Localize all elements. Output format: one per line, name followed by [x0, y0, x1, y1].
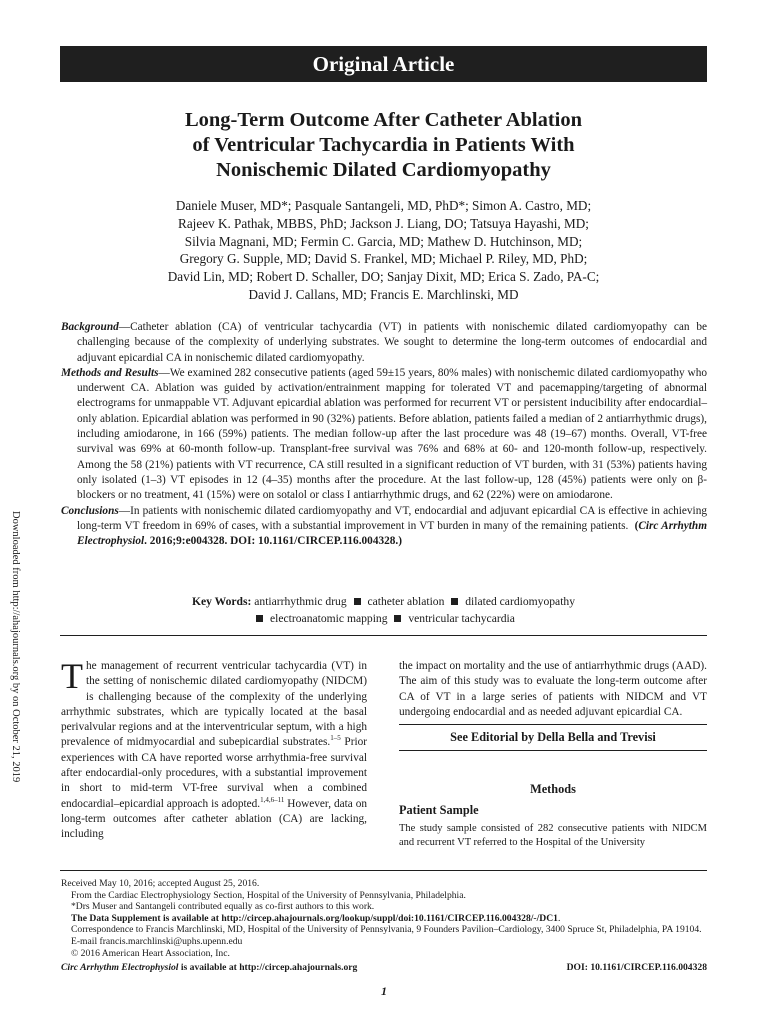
conclusions-text: —In patients with nonischemic dilated cardiomyopathy and VT, endocardial and adjuvant epicardial CA is effective in achieving long-term VT freedom in 69% of cases, with a substantial improvement in VT burden in many of the remaining patients. [77, 504, 707, 532]
received-date: Received May 10, 2016; accepted August 25, 2016. [61, 878, 260, 889]
author-line: Daniele Muser, MD*; Pasquale Santangeli, MD, PhD*; Simon A. Castro, MD; [175, 198, 592, 213]
patient-sample-heading: Patient Sample [399, 803, 479, 818]
correspondence: Correspondence to Francis Marchlinski, MD, Hospital of the University of Pennsylvania, 9 Founders Pavilion–Cardiology, 3400 Spruce St, Philadelphia, PA 19104. E-mail francis.marchlinski@uphs.upenn.edu [71, 924, 702, 947]
journal-availability [61, 962, 357, 974]
footnote-divider [60, 870, 707, 871]
article-type-banner [60, 46, 707, 82]
data-supplement-end: . [557, 912, 561, 924]
key-words [60, 593, 707, 627]
author-list [60, 197, 707, 304]
methods-heading: Methods [530, 782, 576, 797]
keyword: ventricular tachycardia [408, 612, 515, 625]
journal-name: Circ Arrhythm Electrophysiol [61, 962, 179, 973]
square-bullet-icon [394, 615, 401, 622]
key-words-row-1 [60, 593, 707, 610]
intro-continued: the impact on mortality and the use of antiarrhythmic drugs (AAD). The aim of this study was to evaluate the long-term outcome after CA of VT in a large series of patients with NIDCM and VT undergoing endocardial and as needed adjuvant epicardial CA. [399, 660, 707, 718]
citation-rest: . 2016;9:e004328. DOI: 10.1161/CIRCEP.116.004328.) [144, 535, 402, 548]
background-text: —Catheter ablation (CA) of ventricular tachycardia (VT) in patients with nonischemic dilated cardiomyopathy can be challenging because of the complexity of underlying substrates. We sought to determine the long-term outcomes of endocardial and adjuvant epicardial CA in nonischemic dilated cardiomyopathy. [77, 321, 707, 364]
square-bullet-icon [354, 598, 361, 605]
article-title [60, 108, 707, 183]
citation-open: ( [634, 519, 639, 532]
intro-text-c: However, data on long-term outcomes after catheter ablation (CA) are lacking, including [61, 797, 367, 841]
copyright: © 2016 American Heart Association, Inc. [71, 947, 230, 959]
author-line: Silvia Magnani, MD; Fermin C. Garcia, MD; Mathew D. Hutchinson, MD; [184, 233, 583, 249]
drop-cap: T [61, 656, 83, 696]
article-type-label: Original Article [312, 52, 455, 76]
conclusions-label: Conclusions [61, 504, 119, 517]
methods-label: Methods and Results [61, 366, 159, 379]
square-bullet-icon [451, 598, 458, 605]
reference-sup: 1,4,6–11 [260, 795, 285, 804]
body-column-right [399, 659, 707, 850]
footnotes [61, 878, 707, 959]
title-line: Long-Term Outcome After Catheter Ablation [184, 109, 583, 131]
title-line: Nonischemic Dilated Cardiomyopathy [216, 159, 551, 181]
square-bullet-icon [256, 615, 263, 622]
intro-text-a: he management of recurrent ventricular tachycardia (VT) in the setting of nonischemic dilated cardiomyopathy (NIDCM) is challenging because of the complexity of the underlying arrhythmic substrates, which are typically located at the basal perivalvular regions and at the interventricular septum, with a high prevalence of midmyocardial and subepicardial substrates. [61, 660, 367, 749]
reference-sup: 1–5 [330, 734, 341, 743]
data-supplement-note [61, 913, 707, 925]
key-words-label: Key Words: [191, 595, 252, 608]
keyword: dilated cardiomyopathy [465, 595, 576, 608]
body-column-left [61, 656, 368, 843]
abstract-background [61, 320, 707, 366]
intro-text-b: Prior experiences with CA have reported worse arrhythmia-free survival after endocardial-only procedures, with a substantial improvement in short to mid-term VT-free survival when a combined endocardial–epicardial approach is adopted. [61, 736, 368, 810]
background-label: Background [61, 321, 119, 333]
abstract-methods [61, 366, 707, 504]
keyword: electroanatomic mapping [270, 612, 388, 625]
citation-journal: Circ Arrhythm Electrophysiol [77, 519, 707, 548]
affiliation: From the Cardiac Electrophysiology Section, Hospital of the University of Pennsylvania, Philadelphia. [71, 889, 466, 901]
author-line: Gregory G. Supple, MD; David S. Frankel, MD; Michael P. Riley, MD, PhD; [179, 251, 588, 267]
footer-doi: DOI: 10.1161/CIRCEP.116.004328 [566, 962, 707, 973]
download-notice: Downloaded from http://ahajournals.org by on October 21, 2019 [10, 511, 21, 783]
journal-url[interactable]: is available at http://circep.ahajournals.org [178, 962, 358, 973]
methods-text: —We examined 282 consecutive patients (aged 59±15 years, 80% males) with nonischemic dilated cardiomyopathy who underwent CA. Ablation was guided by activation/entrainment mapping for tolerated VT and pacemapping/targeting of abnormal electrograms for unmappable VT. Adjuvant epicardial ablation was performed for recurrent VT or persistent inducibility after endocardial–only ablation. Epicardial ablation was performed in 90 (32%) patients. Before ablation, patients failed a median of 2 antiarrhythmic drugs), including amiodarone, in 166 (59%) patients. The median follow-up after the last procedure was 48 (19–67) months. Overall, VT-free survival was 69% at 60-month follow-up. Transplant-free survival was 76% and 68% at 60- and 120-month follow-up, respectively. Among the 58 (21%) patients with VT recurrence, CA still resulted in a significant reduction of VT burden, with 31 (53%) patients having only isolated (1–3) VT episodes in 12 (4–35) months after the procedure. At the last follow-up, 128 (45%) patients were only on β-blockers or no treatment, 41 (15%) were on sotalol or class I antiarrhythmic drugs, and 62 (22%) were on amiodarone. [77, 366, 707, 502]
key-words-row-2 [60, 610, 707, 627]
abstract [61, 320, 707, 549]
keyword: antiarrhythmic drug [254, 595, 347, 608]
editorial-link[interactable]: See Editorial by Della Bella and Trevisi [399, 724, 707, 751]
section-divider [60, 635, 707, 636]
intro-paragraph [61, 656, 368, 843]
data-supplement-link[interactable]: The Data Supplement is available at http://circep.ahajournals.org/lookup/suppl/doi:10.1161/CIRCEP.116.004328/-/DC1 [71, 912, 558, 924]
equal-contribution-note: *Drs Muser and Santangeli contributed equally as co-first authors to this work. [71, 901, 375, 913]
page-number: 1 [381, 984, 387, 998]
abstract-conclusions [61, 504, 707, 550]
keyword: catheter ablation [367, 595, 445, 608]
author-line: David Lin, MD; Robert D. Schaller, DO; Sanjay Dixit, MD; Erica S. Zado, PA-C; [167, 269, 600, 285]
author-line: Rajeev K. Pathak, MBBS, PhD; Jackson J. Liang, DO; Tatsuya Hayashi, MD; [178, 215, 589, 231]
patient-sample-text: The study sample consisted of 282 consecutive patients with NIDCM and recurrent VT referred to the Hospital of the University [399, 823, 707, 849]
title-line: of Ventricular Tachycardia in Patients With [192, 134, 575, 156]
author-line: David J. Callans, MD; Francis E. Marchlinski, MD [248, 286, 519, 302]
